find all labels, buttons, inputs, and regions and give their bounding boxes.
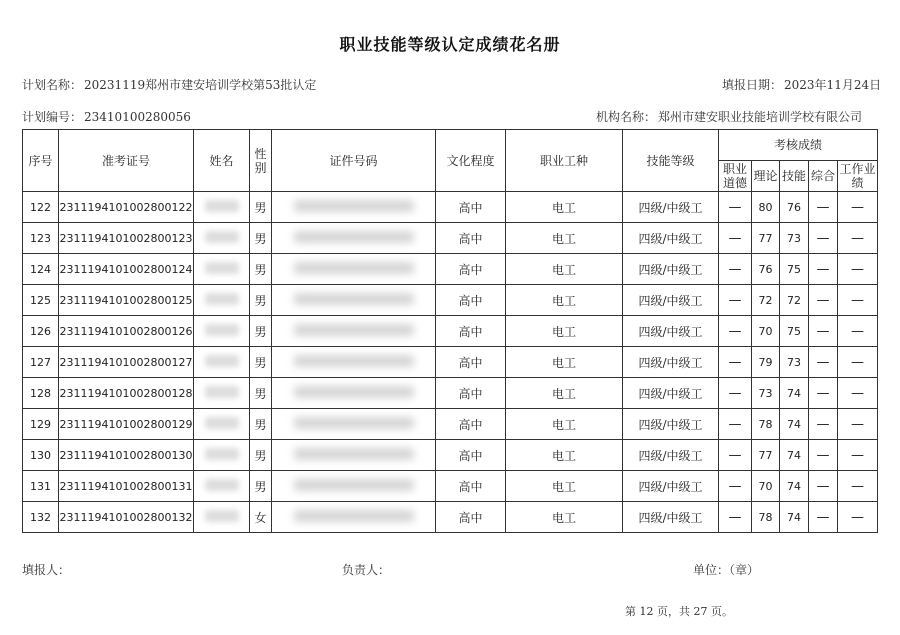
cell-skill-level: 四级/中级工 xyxy=(623,192,719,223)
cell-theory: 73 xyxy=(752,378,780,409)
score-table xyxy=(22,129,878,533)
redacted-name xyxy=(205,324,239,336)
cell-skill-level: 四级/中级工 xyxy=(623,440,719,471)
cell-theory: 77 xyxy=(752,223,780,254)
redacted-name xyxy=(205,355,239,367)
redacted-id-number xyxy=(294,479,414,491)
cell-id-no xyxy=(272,316,436,347)
cell-education: 高中 xyxy=(436,471,506,502)
cell-gender: 男 xyxy=(250,471,272,502)
cell-exam-no: 2311194101002800130 xyxy=(59,440,194,471)
cell-id-no xyxy=(272,192,436,223)
redacted-name xyxy=(205,510,239,522)
cell-education: 高中 xyxy=(436,502,506,533)
footer-filler: 填报人： xyxy=(22,563,71,577)
cell-education: 高中 xyxy=(436,316,506,347)
redacted-id-number xyxy=(294,293,414,305)
cell-composite: — xyxy=(809,316,838,347)
cell-id-no xyxy=(272,254,436,285)
cell-exam-no: 2311194101002800131 xyxy=(59,471,194,502)
cell-skill: 75 xyxy=(780,316,809,347)
cell-gender: 男 xyxy=(250,316,272,347)
redacted-name xyxy=(205,417,239,429)
redacted-id-number xyxy=(294,231,414,243)
cell-composite: — xyxy=(809,409,838,440)
cell-skill-level: 四级/中级工 xyxy=(623,409,719,440)
cell-exam-no: 2311194101002800125 xyxy=(59,285,194,316)
cell-ethics: — xyxy=(719,192,752,223)
cell-skill-level: 四级/中级工 xyxy=(623,285,719,316)
header-education: 文化程度 xyxy=(436,130,506,192)
header-skill-level: 技能等级 xyxy=(623,130,719,192)
plan-name-label: 计划名称： xyxy=(22,78,83,92)
fill-date-label: 填报日期： xyxy=(722,78,783,92)
cell-name xyxy=(194,409,250,440)
redacted-id-number xyxy=(294,510,414,522)
cell-skill-level: 四级/中级工 xyxy=(623,378,719,409)
redacted-name xyxy=(205,200,239,212)
cell-name xyxy=(194,254,250,285)
cell-composite: — xyxy=(809,254,838,285)
cell-skill: 75 xyxy=(780,254,809,285)
cell-seq: 122 xyxy=(23,192,59,223)
cell-name xyxy=(194,440,250,471)
redacted-id-number xyxy=(294,262,414,274)
header-skill: 技能 xyxy=(780,161,809,192)
cell-work: — xyxy=(838,285,878,316)
plan-name xyxy=(22,76,316,93)
cell-name xyxy=(194,316,250,347)
header-composite: 综合 xyxy=(809,161,838,192)
cell-education: 高中 xyxy=(436,192,506,223)
header-name: 姓名 xyxy=(194,130,250,192)
cell-skill-level: 四级/中级工 xyxy=(623,223,719,254)
cell-id-no xyxy=(272,440,436,471)
cell-name xyxy=(194,471,250,502)
plan-name-value: 20231119郑州市建安培训学校第53批认定 xyxy=(84,78,317,92)
cell-exam-no: 2311194101002800127 xyxy=(59,347,194,378)
cell-composite: — xyxy=(809,471,838,502)
table-body xyxy=(23,192,878,533)
cell-work: — xyxy=(838,254,878,285)
header-work: 工作业绩 xyxy=(838,161,878,192)
cell-ethics: — xyxy=(719,471,752,502)
organization xyxy=(596,108,862,125)
cell-gender: 女 xyxy=(250,502,272,533)
cell-ethics: — xyxy=(719,347,752,378)
cell-composite: — xyxy=(809,223,838,254)
cell-gender: 男 xyxy=(250,223,272,254)
cell-composite: — xyxy=(809,440,838,471)
redacted-id-number xyxy=(294,324,414,336)
cell-work: — xyxy=(838,378,878,409)
redacted-name xyxy=(205,386,239,398)
cell-ethics: — xyxy=(719,223,752,254)
cell-skill: 74 xyxy=(780,471,809,502)
cell-work: — xyxy=(838,502,878,533)
cell-theory: 72 xyxy=(752,285,780,316)
redacted-name xyxy=(205,231,239,243)
cell-occupation: 电工 xyxy=(506,192,623,223)
cell-education: 高中 xyxy=(436,440,506,471)
cell-name xyxy=(194,192,250,223)
cell-skill: 74 xyxy=(780,440,809,471)
table-row xyxy=(23,502,878,533)
header-occupation: 职业工种 xyxy=(506,130,623,192)
cell-occupation: 电工 xyxy=(506,223,623,254)
cell-seq: 125 xyxy=(23,285,59,316)
cell-id-no xyxy=(272,347,436,378)
page-number: 第 12 页，共 27 页。 xyxy=(625,605,733,618)
cell-skill: 76 xyxy=(780,192,809,223)
cell-theory: 79 xyxy=(752,347,780,378)
cell-name xyxy=(194,347,250,378)
cell-composite: — xyxy=(809,502,838,533)
redacted-name xyxy=(205,293,239,305)
cell-skill-level: 四级/中级工 xyxy=(623,316,719,347)
header-ethics: 职业道德 xyxy=(719,161,752,192)
cell-name xyxy=(194,223,250,254)
cell-skill: 72 xyxy=(780,285,809,316)
cell-seq: 132 xyxy=(23,502,59,533)
header-id-no: 证件号码 xyxy=(272,130,436,192)
table-row xyxy=(23,347,878,378)
footer-responsible: 负责人： xyxy=(342,563,391,577)
cell-name xyxy=(194,502,250,533)
cell-seq: 124 xyxy=(23,254,59,285)
cell-seq: 131 xyxy=(23,471,59,502)
cell-work: — xyxy=(838,409,878,440)
organization-value: 郑州市建安职业技能培训学校有限公司 xyxy=(658,110,863,124)
cell-skill: 74 xyxy=(780,409,809,440)
cell-ethics: — xyxy=(719,502,752,533)
table-row xyxy=(23,471,878,502)
footer-unit: 单位：（章） xyxy=(693,563,760,577)
cell-ethics: — xyxy=(719,316,752,347)
cell-exam-no: 2311194101002800129 xyxy=(59,409,194,440)
cell-gender: 男 xyxy=(250,409,272,440)
cell-composite: — xyxy=(809,378,838,409)
plan-number-label: 计划编号： xyxy=(22,110,83,124)
cell-composite: — xyxy=(809,285,838,316)
cell-exam-no: 2311194101002800124 xyxy=(59,254,194,285)
cell-education: 高中 xyxy=(436,347,506,378)
cell-work: — xyxy=(838,440,878,471)
cell-theory: 78 xyxy=(752,502,780,533)
cell-seq: 127 xyxy=(23,347,59,378)
cell-theory: 78 xyxy=(752,409,780,440)
header-row-1 xyxy=(23,130,878,161)
cell-skill-level: 四级/中级工 xyxy=(623,502,719,533)
cell-occupation: 电工 xyxy=(506,285,623,316)
cell-ethics: — xyxy=(719,378,752,409)
redacted-name xyxy=(205,262,239,274)
cell-occupation: 电工 xyxy=(506,471,623,502)
cell-name xyxy=(194,285,250,316)
table-row xyxy=(23,254,878,285)
cell-skill: 74 xyxy=(780,378,809,409)
cell-seq: 129 xyxy=(23,409,59,440)
cell-skill: 74 xyxy=(780,502,809,533)
cell-exam-no: 2311194101002800128 xyxy=(59,378,194,409)
header-scores: 考核成绩 xyxy=(719,130,878,161)
cell-gender: 男 xyxy=(250,347,272,378)
cell-occupation: 电工 xyxy=(506,254,623,285)
cell-education: 高中 xyxy=(436,223,506,254)
redacted-id-number xyxy=(294,355,414,367)
table-row xyxy=(23,409,878,440)
cell-gender: 男 xyxy=(250,254,272,285)
cell-theory: 76 xyxy=(752,254,780,285)
cell-id-no xyxy=(272,409,436,440)
redacted-id-number xyxy=(294,448,414,460)
fill-date-value: 2023年11月24日 xyxy=(784,78,882,92)
cell-occupation: 电工 xyxy=(506,502,623,533)
cell-occupation: 电工 xyxy=(506,316,623,347)
cell-skill: 73 xyxy=(780,223,809,254)
table-row xyxy=(23,316,878,347)
plan-number xyxy=(22,108,191,125)
table-row xyxy=(23,285,878,316)
header-theory: 理论 xyxy=(752,161,780,192)
redacted-name xyxy=(205,448,239,460)
cell-exam-no: 2311194101002800123 xyxy=(59,223,194,254)
cell-occupation: 电工 xyxy=(506,440,623,471)
cell-education: 高中 xyxy=(436,378,506,409)
cell-id-no xyxy=(272,502,436,533)
plan-number-value: 23410100280056 xyxy=(84,110,191,124)
redacted-id-number xyxy=(294,200,414,212)
table-row xyxy=(23,378,878,409)
fill-date xyxy=(722,76,881,93)
cell-occupation: 电工 xyxy=(506,347,623,378)
cell-theory: 70 xyxy=(752,316,780,347)
cell-composite: — xyxy=(809,192,838,223)
redacted-name xyxy=(205,479,239,491)
cell-seq: 130 xyxy=(23,440,59,471)
cell-skill-level: 四级/中级工 xyxy=(623,347,719,378)
cell-theory: 77 xyxy=(752,440,780,471)
cell-work: — xyxy=(838,347,878,378)
header-exam-no: 准考证号 xyxy=(59,130,194,192)
cell-gender: 男 xyxy=(250,440,272,471)
cell-education: 高中 xyxy=(436,409,506,440)
cell-skill-level: 四级/中级工 xyxy=(623,471,719,502)
header-seq: 序号 xyxy=(23,130,59,192)
redacted-id-number xyxy=(294,417,414,429)
cell-gender: 男 xyxy=(250,285,272,316)
cell-id-no xyxy=(272,378,436,409)
organization-label: 机构名称： xyxy=(596,110,657,124)
cell-education: 高中 xyxy=(436,254,506,285)
redacted-id-number xyxy=(294,386,414,398)
cell-ethics: — xyxy=(719,285,752,316)
cell-exam-no: 2311194101002800132 xyxy=(59,502,194,533)
cell-work: — xyxy=(838,223,878,254)
table-row xyxy=(23,440,878,471)
table-row xyxy=(23,223,878,254)
table-row xyxy=(23,192,878,223)
cell-gender: 男 xyxy=(250,192,272,223)
cell-id-no xyxy=(272,471,436,502)
cell-id-no xyxy=(272,285,436,316)
cell-occupation: 电工 xyxy=(506,409,623,440)
cell-composite: — xyxy=(809,347,838,378)
cell-occupation: 电工 xyxy=(506,378,623,409)
cell-work: — xyxy=(838,471,878,502)
cell-skill: 73 xyxy=(780,347,809,378)
cell-theory: 70 xyxy=(752,471,780,502)
cell-seq: 126 xyxy=(23,316,59,347)
cell-name xyxy=(194,378,250,409)
cell-exam-no: 2311194101002800122 xyxy=(59,192,194,223)
cell-ethics: — xyxy=(719,254,752,285)
cell-ethics: — xyxy=(719,440,752,471)
cell-seq: 123 xyxy=(23,223,59,254)
cell-gender: 男 xyxy=(250,378,272,409)
cell-education: 高中 xyxy=(436,285,506,316)
cell-ethics: — xyxy=(719,409,752,440)
cell-skill-level: 四级/中级工 xyxy=(623,254,719,285)
cell-id-no xyxy=(272,223,436,254)
cell-theory: 80 xyxy=(752,192,780,223)
cell-work: — xyxy=(838,192,878,223)
header-gender: 性别 xyxy=(250,130,272,192)
cell-seq: 128 xyxy=(23,378,59,409)
cell-work: — xyxy=(838,316,878,347)
cell-exam-no: 2311194101002800126 xyxy=(59,316,194,347)
document-title: 职业技能等级认定成绩花名册 xyxy=(339,35,561,54)
